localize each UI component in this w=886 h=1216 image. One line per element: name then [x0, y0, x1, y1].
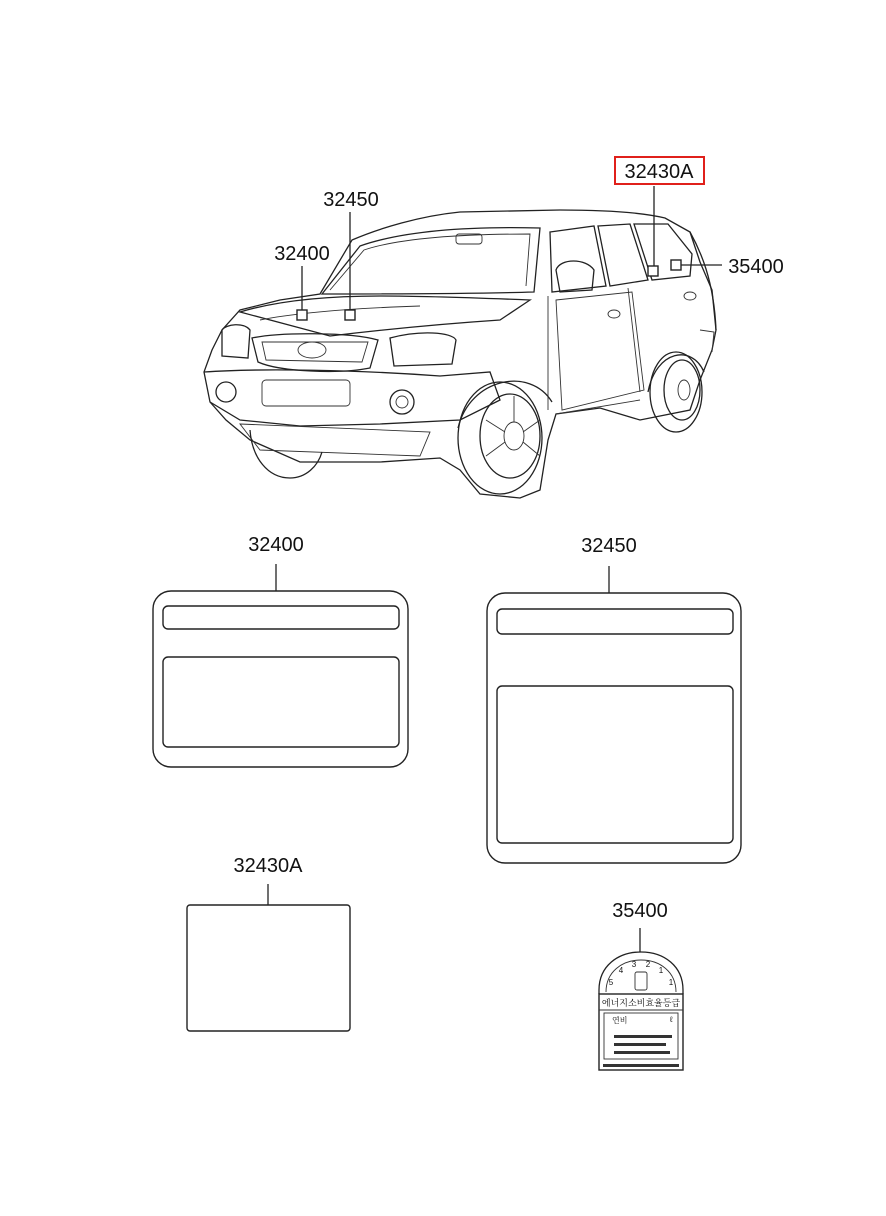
- callout-32450[interactable]: 32450: [323, 189, 379, 211]
- part-32430A-outline: [187, 905, 350, 1031]
- marker-32450: [345, 310, 355, 320]
- svg-text:4: 4: [618, 966, 624, 975]
- energy-label-window: [635, 972, 647, 990]
- callout-32430A[interactable]: 32430A: [624, 161, 694, 183]
- part-label-32450: 32450: [581, 535, 637, 557]
- part-32450-body-panel: [497, 686, 733, 843]
- marker-32430A: [648, 266, 658, 276]
- svg-text:1: 1: [668, 978, 674, 987]
- callout-32400[interactable]: 32400: [274, 243, 330, 265]
- part-32400-header-strip: [163, 606, 399, 629]
- part-32450-header-strip: [497, 609, 733, 634]
- callout-35400[interactable]: 35400: [728, 256, 784, 278]
- vehicle-label-markers: [297, 260, 681, 320]
- energy-label-header: 에너지소비효율등급: [601, 998, 681, 1008]
- svg-text:3: 3: [631, 960, 637, 969]
- part-32450[interactable]: [487, 535, 741, 863]
- svg-text:5: 5: [608, 978, 614, 987]
- svg-text:1: 1: [658, 966, 664, 975]
- svg-text:2: 2: [645, 960, 651, 969]
- part-35400[interactable]: [599, 900, 683, 1070]
- part-label-32430A: 32430A: [233, 855, 303, 877]
- part-32400-body-panel: [163, 657, 399, 747]
- energy-label-unit: ℓ: [670, 1015, 673, 1024]
- part-label-32400: 32400: [248, 534, 304, 556]
- marker-35400: [671, 260, 681, 270]
- part-32400[interactable]: [153, 534, 408, 767]
- energy-grade-segments: [609, 960, 674, 987]
- part-32430A[interactable]: [187, 855, 350, 1031]
- energy-label-fuel: 연비: [612, 1016, 628, 1025]
- marker-32400: [297, 310, 307, 320]
- part-label-35400: 35400: [612, 900, 668, 922]
